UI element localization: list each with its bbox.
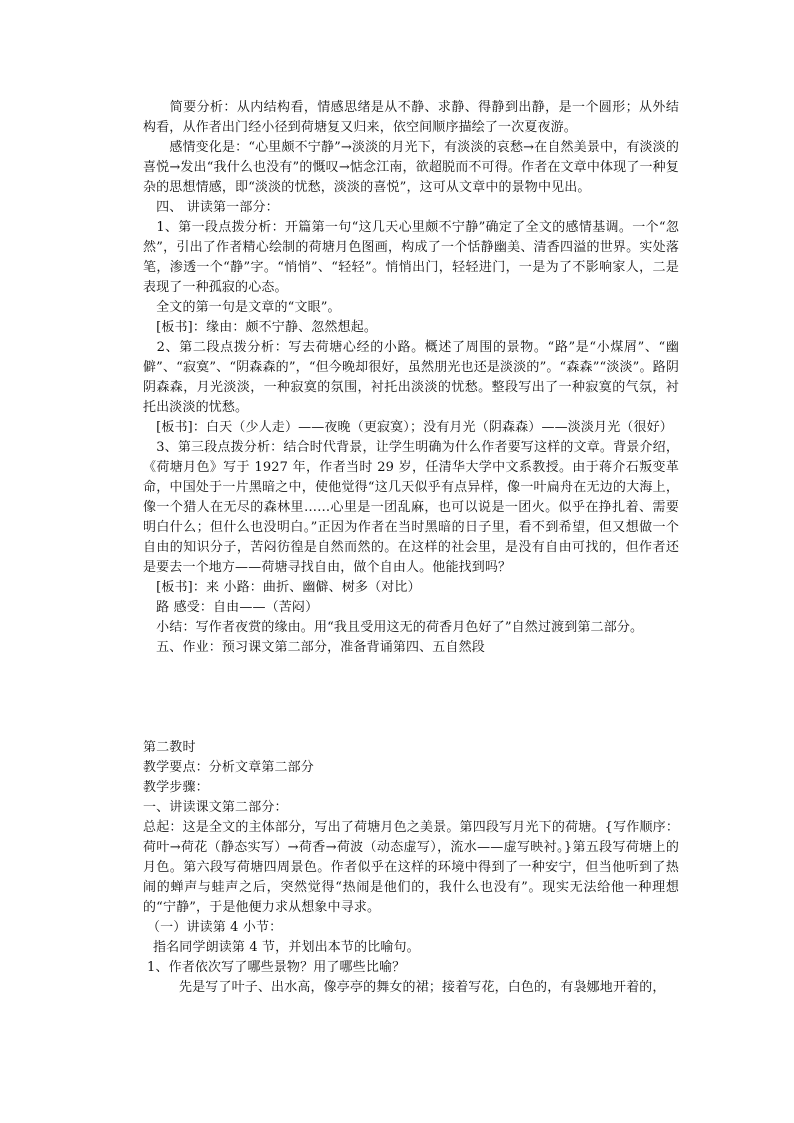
paragraph-brief-analysis: 简要分析：从内结构看，情感思绪是从不静、求静、得静到出静，是一个圆形；从外结构看，从作者出门经小径到荷塘复又归来，依空间顺序描绘了一次夏夜游。 [143,100,679,135]
blackboard-note-2: [板书]：白天（少人走）——夜晚（更寂寞）；没有月光（阴森森）——淡淡月光（很好） [143,420,673,435]
section-gap [143,658,679,738]
section-heading-part-one: 四、 讲读第一部分： [143,200,279,215]
paragraph-first-section: 1、第一段点拨分析：开篇第一句“这几天心里颇不宁静”确定了全文的感情基调。一个“忽然”，引出了作者精心绘制的荷塘月色图画，构成了一个恬静幽美、清香四溢的世界。实处落笔，渗透一个“静”字。“悄悄”、“轻轻”。悄悄出门，轻轻进门，一是为了不影响家人，二是表现了一种孤寂的心态。 [143,220,679,295]
answer-1: 先是写了叶子、出水高，像亭亭的舞女的裙；接着写花，白色的，有袅娜地开着的， [179,980,666,995]
paragraph-third-section: 3、第三段点拨分析：结合时代背景，让学生明确为什么作者要写这样的文章。背景介绍，《荷塘月色》写于 1927 年，作者当时 29 岁，任清华大学中文系教授。由于蒋介石叛变革命，中国处于一片黑暗之中，使他觉得“这几天似乎有点异样，像一叶扁舟在无边的大海上，像一个猎人在无尽的森林里……心里是一团乱麻，也可以说是一团火。似乎在挣扎着、需要明白什么；但什么也没明白。”正因为作者在当时黑暗的日子里，看不到希望，但又想做一个自由的知识分子，苦闷彷徨是自然而然的。在这样的社会里，是没有自由可找的，但作者还是要去一个地方——荷塘寻找自由，做个自由人。他能找到吗？ [143,440,679,575]
paragraph-wenyan: 全文的第一句是文章的“文眼”。 [143,300,341,315]
document-page [143,98,679,998]
reading-instruction: 指名同学朗读第 4 节，并划出本节的比喻句。 [153,940,420,955]
lesson-two-overview: 总起：这是全文的主体部分，写出了荷塘月色之美景。第四段写月光下的荷塘。{写作顺序：荷叶→荷花（静态实写）→荷香→荷波（动态虚写），流水——虚写映衬。}第五段写荷塘上的月色。第六段写荷塘四周景色。作者似乎在这样的环境中得到了一种安宁，但当他听到了热闹的蝉声与蛙声之后，突然觉得“热闹是他们的，我什么也没有”。现实无法给他一种理想的“宁静”，于是他便力求从想象中寻求。 [143,820,679,915]
blackboard-note-4: 路 感受：自由——（苦闷） [143,600,319,615]
blackboard-note-3: [板书]：来 小路：曲折、幽僻、树多（对比） [143,580,421,595]
subsection-heading-4: （一）讲读第 4 小节： [147,920,283,935]
paragraph-emotion-change: 感情变化是：“心里颇不宁静”→淡淡的月光下，有淡淡的哀愁→在自然美景中，有淡淡的喜悦→发出“我什么也没有”的慨叹→惦念江南，欲超脱而不可得。作者在文章中体现了一种复杂的思想情感，即“淡淡的忧愁，淡淡的喜悦”，这可从文章中的景物中见出。 [143,140,679,195]
lesson-two-steps: 教学步骤： [143,780,209,795]
lesson-two-title: 第二教时 [143,740,196,755]
summary-paragraph: 小结：写作者夜赏的缘由。用“我且受用这无的荷香月色好了”自然过渡到第二部分。 [143,620,644,635]
blackboard-note-1: [板书]：缘由：颇不宁静、忽然想起。 [143,320,377,335]
paragraph-second-section: 2、第二段点拨分析：写去荷塘心经的小路。概述了周围的景物。“路”是“小煤屑”、“幽僻”、“寂寞”、“阴森森的”，“但今晚却很好，虽然朋光也还是淡淡的”。“森森”“淡淡”。路阴阴森森，月光淡淡，一种寂寞的氛围，衬托出淡淡的忧愁。整段写出了一种寂寞的气氛，衬托出淡淡的忧愁。 [143,340,679,415]
homework-paragraph: 五、作业：预习课文第二部分，准备背诵第四、五自然段 [143,640,485,655]
lesson-two-heading: 一、讲读课文第二部分： [143,800,288,815]
lesson-two-key-points: 教学要点：分析文章第二部分 [143,760,314,775]
question-1: 1、作者依次写了哪些景物？用了哪些比喻？ [147,960,406,975]
